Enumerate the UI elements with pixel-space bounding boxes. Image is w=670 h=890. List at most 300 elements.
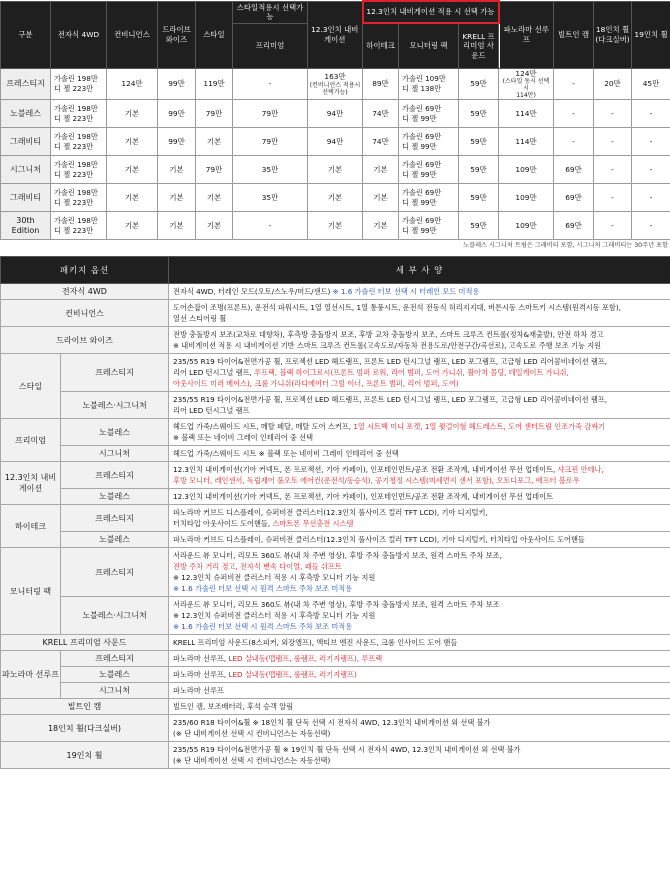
price-line: 디 젤 223만 [54,169,94,179]
price-cell [594,68,632,100]
spec-line [173,685,666,696]
spec-text: 전방 충돌방지 보조(교차로 대향차), 후측방 충돌방지 보조, 후방 교차 충돌방지 보조, 스마트 크루즈 컨트롤(정차&재출발), 안전 하차 경고 [173,330,604,339]
price-cell [196,128,233,156]
spec-text: 헤드업 가죽/스웨이드 시트 ※ 블랙 또는 네이비 그레이 인테리어 중 선택 [173,449,399,458]
spec-line [173,491,666,502]
spec-line [173,621,666,632]
package-name: 프리미엄 [1,419,61,462]
price-cell [554,128,594,156]
package-detail [169,489,670,505]
spec-text: ※ 12.3인치 슈퍼비전 클러스터 적용 시 후측방 모니터 기능 지원 [173,573,376,582]
spec-text: LED 실내등(맵램프, 룸램프, 러기지램프), 루프랙 [228,654,383,663]
price-row [1,212,670,240]
trim-price [51,100,107,128]
trim-price [51,184,107,212]
package-detail [169,354,670,392]
package-option-table [0,256,670,769]
package-detail [169,532,670,548]
cell-line: - [572,79,575,88]
cell-line: 59만 [470,108,487,118]
header-navigation-options: 12.3인치 내비게이션 적용 시 선택 가능 [363,1,499,23]
cell-line: 35만 [261,192,279,202]
spec-text: (※ 단 내비게이션 선택 시 컨비니언스는 자동선택) [173,756,331,765]
price-cell [158,128,196,156]
cell-line: 94만 [326,108,344,118]
price-line: 가솔린 198만 [54,160,98,169]
spec-line [173,394,666,405]
price-cell [499,68,554,100]
spec-text: 235/55 R19 타이어&전면가공 휠, 프로젝션 LED 헤드램프, 프론트 LED 턴시그널 램프, LED 포그램프, 고급형 LED 리어콤비네이션 램프, [173,357,608,366]
cell-line: 119만 [203,79,225,88]
package-row [1,392,670,419]
cell-line: - [572,136,575,146]
price-cell [233,156,308,184]
cell-line: - [611,108,614,118]
package-row [1,651,670,667]
package-trim: 노블레스 [61,489,169,505]
trim-name: 프레스티지 [1,68,51,100]
trim-note: 노블레스 시그니처 트림은 그래비티 포함, 시그니처 그래비티는 30주년 포함 [463,242,668,249]
price-cell [459,212,499,240]
price-line: 디 젤 223만 [54,197,94,207]
price-cell [632,212,670,240]
cell-line: 124만 [515,68,537,78]
cell-line: 기본 [373,192,388,202]
price-cell [499,212,554,240]
cell-line: 114만 [515,136,537,146]
header-convenience: 컨비니언스 [107,1,158,68]
cell-line: 99만 [168,136,185,146]
header-navigation: 12.3인치 내비게이션 [308,1,363,68]
cell-line: 59만 [470,79,487,88]
cell-line: 기본 [373,220,388,230]
header-krell: KRELL 프리미엄 사운드 [459,23,499,68]
spec-text: (※ 단 내비게이션 선택 시 컨비니언스는 자동선택) [173,729,331,738]
package-row [1,597,670,635]
price-cell [158,100,196,128]
spec-text: 235/55 R19 타이어&전면가공 휠, 프로젝션 LED 헤드램프, 프론트 LED 턴시그널 램프, LED 포그램프, 고급형 LED 리어콤비네이션 램프, [173,395,608,404]
spec-line [173,744,666,755]
package-detail [169,505,670,532]
spec-line [173,405,666,416]
price-cell [196,156,233,184]
price-cell [363,184,399,212]
spec-text: ※ 블랙 또는 네이비 그레이 인테리어 중 선택 [173,433,314,442]
spec-line [173,534,666,545]
cell-line: - [268,79,272,88]
spec-line [173,286,666,297]
package-row [1,505,670,532]
price-line: 가솔린 198만 [54,216,98,225]
price-cell [233,184,308,212]
price-cell [594,128,632,156]
spec-text: 빌트인 캠, 보조배터리, 후석 승객 알림 [173,702,294,711]
package-detail [169,462,670,489]
spec-line [173,572,666,583]
cell-line: 기본 [169,220,184,230]
cell-line: 79만 [261,108,279,118]
price-row [1,68,670,100]
price-cell [632,100,670,128]
cell-line: - [572,108,575,118]
package-detail [169,742,670,769]
header-premium: 프리미엄 [233,23,308,68]
price-cell [107,128,158,156]
package-row [1,715,670,742]
package-detail [169,699,670,715]
price-cell [107,212,158,240]
spec-line [173,561,666,572]
spec-text: 루프랙, 블랙 하이그로시(프론트 범퍼 로워, 리어 범퍼, 도어 가니쉬, 휠아치 몰딩, 테일게이트 가니쉬, [254,368,569,377]
cell-line: 109만 [515,192,537,202]
price-cell [499,156,554,184]
package-detail [169,392,670,419]
price-cell [632,156,670,184]
price-cell [594,184,632,212]
spec-text: ※ 내비게이션 적용 시 내비게이션 기반 스마트 크루즈 컨트롤(고속도로/자동차 전용도로/안전구간/곡선로), 고속도로 주행 보조 기능 지원 [173,341,602,350]
cell-line: 기본 [373,164,388,174]
package-name: 컨비니언스 [1,300,169,327]
price-cell [107,184,158,212]
spec-text: ※ 12.3인치 슈퍼비전 클러스터 적용 시 후측방 모니터 기능 지원 [173,611,376,620]
package-row [1,683,670,699]
spec-text: KRELL 프리미엄 사운드(8스피커, 외장앰프), 액티브 엔진 사운드, 크롬 인사이드 도어 핸들 [173,638,458,647]
header-monitoring-pack: 모니터링 팩 [399,23,459,68]
header-category: 구분 [1,1,51,68]
package-detail [169,651,670,667]
package-detail [169,715,670,742]
cell-line: 89만 [372,79,389,88]
header-hitech: 하이테크 [363,23,399,68]
cell-line: 기본 [124,192,140,202]
cell-line: 디 젤 99만 [402,225,437,235]
package-detail [169,548,670,597]
package-row [1,742,670,769]
trim-name: 시그니처 [1,156,51,184]
package-name: 빌트인 캠 [1,699,169,715]
package-detail [169,446,670,462]
price-table [0,0,670,240]
price-cell [158,68,196,100]
package-row [1,699,670,715]
price-line: 가솔린 198만 [54,74,98,84]
package-detail [169,300,670,327]
cell-line: 109만 [515,220,537,230]
cell-line: 35만 [261,164,279,174]
cell-line: 94만 [326,136,344,146]
spec-line [173,432,666,443]
price-line: 디 젤 223만 [54,83,94,93]
price-cell [107,100,158,128]
cell-line: 가솔린 69만 [402,188,442,197]
cell-line: - [611,164,614,174]
cell-line: 109만 [515,164,537,174]
spec-line [173,302,666,313]
price-cell [399,212,459,240]
price-row [1,128,670,156]
cell-line: - [611,220,614,230]
cell-line: - [611,192,614,202]
price-cell [459,68,499,100]
spec-text: LED 실내등(맵램프, 룸램프, 러기지램프) [228,670,357,679]
price-cell [499,100,554,128]
price-cell [399,128,459,156]
cell-line: - [649,192,653,202]
price-cell [459,156,499,184]
package-row [1,489,670,505]
trim-name: 30th Edition [1,212,51,240]
spec-text: 리어 LED 턴시그널 램프 [173,406,250,415]
price-cell [499,184,554,212]
price-cell [363,100,399,128]
cell-line: 가솔린 69만 [402,132,442,141]
package-name: 파노라마 선루프 [1,651,61,699]
cell-line: 69만 [565,192,582,202]
cell-line: 163만 [324,72,346,81]
price-cell [308,100,363,128]
price-cell [196,184,233,212]
price-cell [632,128,670,156]
spec-line [173,728,666,739]
spec-text: 1열 시트백 미니 포켓, 1열 윗걸이형 헤드레스트, 도어 센터트림 인조가죽 감싸기 [353,422,606,431]
spec-text: ※ 1.6 가솔린 터보 선택 시 원격 스마트 주차 보조 미적용 [173,622,353,631]
package-trim: 노블레스 [61,667,169,683]
price-cell [459,100,499,128]
trim-price [51,156,107,184]
price-cell [233,68,308,100]
spec-line [173,653,666,664]
cell-line: 기본 [327,220,343,230]
spec-text: 전방 주차 거리 경고, 전자식 변속 다이얼, 패들 쉬프트 [173,562,342,571]
package-name: 드라이브 와이즈 [1,327,169,354]
cell-line: 79만 [205,108,223,118]
price-cell [399,156,459,184]
package-trim: 프레스티지 [61,462,169,489]
cell-line: 기본 [206,136,222,146]
cell-line: 124만 [121,79,143,88]
spec-line [173,583,666,594]
cell-line: 가솔린 109만 [402,74,446,84]
price-line: 디 젤 223만 [54,113,94,123]
spec-line [173,464,666,475]
header-style: 스타일 [196,1,233,68]
header-panorama-sunroof: 파노라마 선루프 [499,1,554,68]
price-cell [158,156,196,184]
cell-line: 79만 [261,136,279,146]
spec-line [173,669,666,680]
spec-text: 235/60 R18 타이어&휠 ※ 18인치 휠 단독 선택 시 전자식 4WD, 12.3인치 내비게이션 외 선택 불가 [173,718,491,727]
cell-line: 기본 [124,220,140,230]
spec-text: 서라운드 뷰 모니터, 리모트 360도 뷰(내 차 주변 영상), 후방 주차 충돌방지 보조, 원격 스마트 주차 보조, [173,551,502,560]
spec-text: 샤크핀 안테나, [557,465,604,474]
spec-line [173,518,666,529]
spec-text: 열선 스티어링 휠 [173,314,227,323]
price-cell [399,184,459,212]
cell-line: 기본 [206,220,222,230]
cell-line: 59만 [470,220,487,230]
price-cell [158,212,196,240]
package-row [1,635,670,651]
package-row [1,532,670,548]
package-row [1,284,670,300]
cell-line: 99만 [168,79,185,88]
price-cell [308,184,363,212]
cell-line: 기본 [327,164,343,174]
package-name: 전자식 4WD [1,284,169,300]
spec-text: ※ 1.6 가솔린 터보 선택 시 원격 스마트 주차 보조 미적용 [173,584,353,593]
price-cell [233,212,308,240]
price-cell [308,68,363,100]
price-line: 가솔린 198만 [54,188,98,197]
spec-text: 12.3인치 내비게이션(기아 커넥트, 폰 프로젝션, 기아 카페이), 인포테인먼트/공조 전환 조작계, 내비게이션 무선 업데이트 [173,492,553,501]
cell-line: 59만 [470,164,487,174]
price-cell [308,212,363,240]
spec-text: 터치타입 아웃사이드 도어핸들, [173,519,273,528]
cell-line: - [649,108,653,118]
package-detail [169,419,670,446]
package-detail [169,284,670,300]
price-line: 가솔린 198만 [54,104,98,113]
price-cell [594,212,632,240]
package-detail [169,635,670,651]
package-trim: 노블레스·시그니처 [61,597,169,635]
package-row [1,327,670,354]
price-cell [196,100,233,128]
spec-line [173,421,666,432]
package-row [1,548,670,597]
price-cell [594,156,632,184]
cell-line: 69만 [565,164,582,174]
spec-line [173,313,666,324]
package-detail [169,683,670,699]
package-name: 19인치 휠 [1,742,169,769]
cell-line: 99만 [168,108,185,118]
spec-line [173,340,666,351]
header-19-wheel: 19인치 휠 [632,1,670,68]
trim-name: 노블레스 [1,100,51,128]
price-line: 디 젤 223만 [54,225,94,235]
cell-line: - [611,136,614,146]
package-detail [169,597,670,635]
cell-line: 기본 [206,192,222,202]
cell-line: 114만 [515,108,537,118]
spec-text: 스마트폰 무선충전 시스템 [272,519,354,528]
header-package-option: 패키지 옵션 [1,257,169,284]
package-trim: 시그니처 [61,446,169,462]
spec-text: 235/55 R19 타이어&전면가공 휠 ※ 19인치 휠 단독 선택 시 전자식 4WD, 12.3인치 내비게이션 외 선택 불가 [173,745,521,754]
price-cell [399,68,459,100]
cell-line: - [649,220,653,230]
package-trim: 시그니처 [61,683,169,699]
cell-line: 45만 [642,79,660,88]
cell-line: 디 젤 138만 [402,83,442,93]
spec-text: 리어 LED 턴시그널 램프, [173,368,255,377]
spec-line [173,637,666,648]
cell-line: 74만 [372,136,389,146]
cell-line: 기본 [169,192,184,202]
price-cell [363,212,399,240]
trim-price [51,212,107,240]
price-cell [459,128,499,156]
package-trim: 노블레스 [61,419,169,446]
cell-line: 선택가능) [322,88,348,96]
spec-text: ※ 1.6 가솔린 터보 선택 시 터레인 모드 미적용 [332,287,480,296]
spec-line [173,550,666,561]
trim-price [51,68,107,100]
package-row [1,462,670,489]
price-row [1,100,670,128]
package-trim: 노블레스·시그니처 [61,392,169,419]
cell-line: 디 젤 99만 [402,141,437,151]
spec-line [173,507,666,518]
price-line: 디 젤 223만 [54,141,94,151]
spec-text: 헤드업 가죽/스웨이드 시트, 메탈 페달, 메탈 도어 스커프, [173,422,354,431]
spec-text: 도어손잡이 조명(프론트), 운전석 파워시트, 1열 열선시트, 1열 통풍시트, 운전석 전동식 허리지지대, 버튼시동 스마트키 시스템(원격시동 포함), [173,303,621,312]
trim-name: 그래비티 [1,128,51,156]
header-4wd: 전자식 4WD [51,1,107,68]
cell-line: 가솔린 69만 [402,160,442,169]
trim-price [51,128,107,156]
price-cell [594,100,632,128]
cell-line: 가솔린 69만 [402,216,442,225]
cell-line: 기본 [124,136,140,146]
spec-line [173,329,666,340]
price-cell [632,184,670,212]
package-row [1,300,670,327]
price-row [1,156,670,184]
package-trim: 프레스티지 [61,354,169,392]
cell-line: 기본 [124,108,140,118]
spec-text: 파노라마 선루프 [173,686,224,695]
price-cell [632,68,670,100]
price-cell [363,156,399,184]
spec-text: 후방 모니터, 레인센서, 독립제어 풀오토 에어컨(운전석/동승석), 공기청정 시스템(미세먼지 센서 포함), 오토디포그, 애프터 블로우 [173,476,580,485]
spec-line [173,475,666,486]
price-cell [554,100,594,128]
spec-text: 아웃사이드 미러 베이스), 크롬 가니쉬(라디에이터 그릴 이너, 프론트 범퍼, 리어 범퍼, 도어) [173,379,459,388]
cell-line: 69만 [565,220,582,230]
header-drive-wise: 드라이브 와이즈 [158,1,196,68]
cell-line: (컨비니언스 적용시 [309,81,361,89]
spec-line [173,599,666,610]
spec-text: 파노라마 선루프, [173,654,229,663]
package-detail [169,667,670,683]
price-cell [107,68,158,100]
package-name: 18인치 휠(다크실버) [1,715,169,742]
header-18-wheel: 18인치 휠 (다크실버) [594,1,632,68]
trim-name: 그래비티 [1,184,51,212]
cell-line: 79만 [205,164,223,174]
cell-line: 59만 [470,136,487,146]
package-name: 하이테크 [1,505,61,548]
package-name: KRELL 프리미엄 사운드 [1,635,169,651]
package-row [1,667,670,683]
price-cell [554,68,594,100]
header-detail-spec: 세 부 사 양 [169,257,670,284]
package-name: 스타일 [1,354,61,419]
cell-line: 114만) [516,92,536,99]
package-trim: 프레스티지 [61,548,169,597]
price-cell [554,184,594,212]
cell-line: 74만 [372,108,389,118]
price-cell [554,156,594,184]
header-builtin-cam: 빌트인 캠 [554,1,594,68]
price-cell [399,100,459,128]
package-row [1,419,670,446]
price-cell [158,184,196,212]
spec-line [173,378,666,389]
price-cell [459,184,499,212]
